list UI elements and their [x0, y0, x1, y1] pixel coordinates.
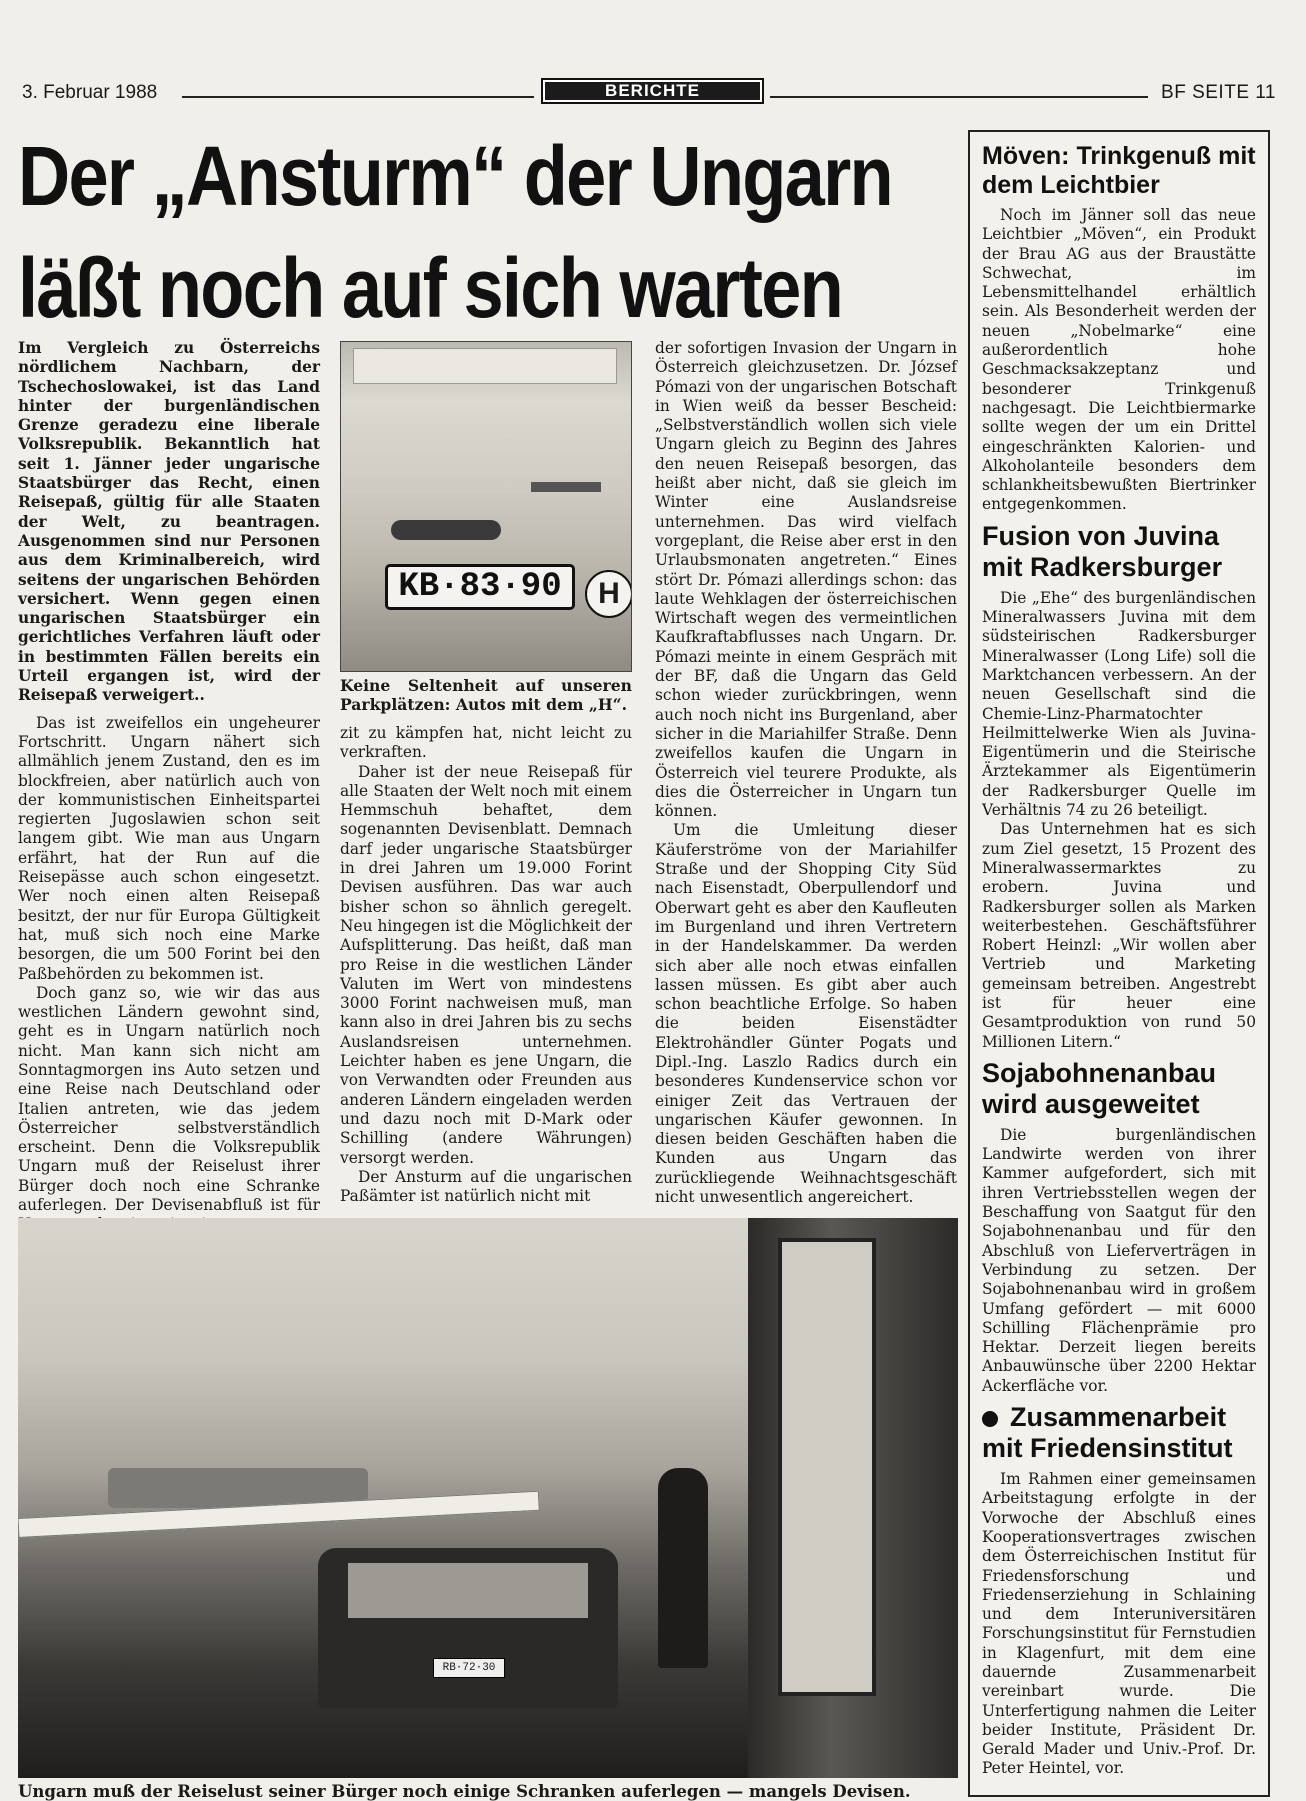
photo-car-with-h-sticker — [340, 341, 632, 672]
article-paragraph: Doch ganz so, wie wir das aus westlichen Ländern gewohnt sind, geht es in Ungarn natürlich noch nicht. Man kann sich nicht am Sonntagmorgen ins Auto setzen und eine Reise nach Deutschland oder Italien antreten, wie das jedem Österreicher selbstverständlich erscheint. Denn die Volksrepublik Ungarn muß der Reiselust ihrer Bürger doch noch eine Schranke auferlegen. Der Devisenabfluß ist für — [18, 983, 320, 1215]
article-column-3 — [655, 339, 957, 1207]
photo-caption-large: Ungarn muß der Reiselust seiner Bürger noch einige Schranken auferlegen — mangels Devisen. — [18, 1782, 911, 1801]
header-rule-right — [770, 96, 1148, 98]
country-sticker: H — [585, 570, 632, 618]
bullet-icon — [982, 1411, 998, 1427]
sidebar-heading: Sojabohnenanbau wird ausgeweitet — [982, 1057, 1217, 1119]
car-emblem — [531, 482, 601, 492]
headline-line-2: läßt noch auf sich warten — [18, 241, 843, 335]
sidebar-article — [982, 142, 1256, 515]
section-badge — [541, 78, 764, 104]
sidebar-text: Die „Ehe“ des burgenländischen Mineralwassers Juvina mit dem südsteirischen Radkersburger Mineralwasser (Long Life) soll die Marktchancen verbessern. An der neuen Gesellschaft sind die Chemie-Linz-Pharmatochter Heilmittelwerke Wien als Juvina-Eigentümerin und die Steirische Ärztekammer als Eigentümerin der Radkersburger Quelle im Verhältnis 74 zu 26 beteiligt. — [982, 588, 1256, 820]
article-paragraph: Das ist zweifellos ein ungeheurer Fortschritt. Ungarn nähert sich allmählich jenem Zustand, den es im blockfreien, aber natürlich auch von der kommunistischen Einheitspartei regierten Jugoslawien schon seit langem gibt. Wie man aus Ungarn erfährt, hat der Run auf die Reisepässe auch schon eingesetzt. Wer noch einen alten Reisepaß besitzt, der nur für Europa Gültigkeit hat, muß sich noch eine Marke besorgen, die um 500 Forint bei den Paßbehörden zu bekommen ist. — [18, 713, 320, 983]
article-paragraph: Um die Umleitung dieser Käuferströme von der Mariahilfer Straße und der Shopping City Süd nach Eisenstadt, Oberpullendorf und Oberwart geht es aber den Kaufleuten im Burgenland und ihren Vertretern in der Handelskammer. Da werden sich aber alle noch etwas einfallen lassen müssen. Es gibt aber auch schon beachtliche Erfolge. So haben die beiden Eisenstädter Elektrohändler Günter Pogats und Dipl.-Ing. Laszlo Radics durch ein besonderes Kundenservice schon vor einiger Zeit das Vertrauen der ungarischen Käufer gewonnen. In diesen beiden Geschäften haben die Kunden aus Ungarn das zurückliegende Weihnachtsgeschäft nicht unwesentlich angereichert. — [655, 821, 957, 1207]
car-windshield — [348, 1563, 588, 1618]
license-plate: KB·83·90 — [385, 564, 575, 610]
car-license-plate: RB·72·30 — [433, 1658, 505, 1678]
photo-border-crossing — [18, 1218, 958, 1778]
article-paragraph: zit zu kämpfen hat, nicht leicht zu verkraften. — [340, 724, 632, 762]
border-guard — [658, 1468, 708, 1668]
sidebar-text: Noch im Jänner soll das neue Leichtbier „Möven“, ein Produkt der Brau AG aus der Braustätte Schwechat, im Lebensmittelhandel erhältlich sein. Als Besonderheit werden der neuen „Nobelmarke“ eine außerordentlich hohe Geschmacksakzeptanz und besonderer Trinkgenuß nachgesagt. Die Leichtbiermarke sollte wegen der um ein Drittel eingeschränkten Kalorien- und Alkoholanteile besonders dem schlankheitsbewußten Biertrinker entgegenkommen. — [982, 206, 1256, 514]
sidebar-heading: Möven: Trinkgenuß mit dem Leichtbier — [982, 142, 1256, 199]
sidebar-text: Die burgenländischen Landwirte werden von ihrer Kammer aufgefordert, sich mit ihren Vertriebsstellen wegen der Beschaffung von Saatgut für den Sojabohnenanbau und für den Abschluß von Lieferverträgen in Verbindung zu setzen. Der Sojabohnenanbau wird in großem Umfang gefördert — mit 6000 Schilling Flächenprämie pro Hektar. Derzeit liegen bereits Anbauwünsche über 2200 Hektar Ackerfläche vor. — [982, 1125, 1256, 1395]
sidebar-heading-text: Zusammenarbeit mit Friedensinstitut — [982, 1402, 1233, 1464]
sidebar-heading-with-bullet — [982, 1402, 1256, 1464]
sidebar-text: Das Unternehmen hat es sich zum Ziel gesetzt, 15 Prozent des Mineralwassermarktes zu erobern. Juvina und Radkersburger sollen als Marken weiterbestehen. Geschäftsführer Robert Heinzl: „Wir wollen aber Vertrieb und Marketing gemeinsam betreiben. Angestrebt ist für heuer eine Gesamtproduktion von rund 50 Millionen Litern.“ — [982, 820, 1256, 1051]
news-sidebar — [968, 130, 1270, 1797]
article-column-1 — [18, 339, 320, 1254]
sidebar-text: Im Rahmen einer gemeinsamen Arbeitstagung erfolgte in der Vorwoche der Abschluß eines Kooperationsvertrages zwischen dem Österreichischen Institut für Friedensforschung und Friedenserziehung in Schlaining und dem Interuniversitären Forschungsinstitut für Fernstudien in Klagenfurt, mit dem eine dauernde Zusammenarbeit vereinbart wurde. Die Unterfertigung nahmen die Leiter beider Institute, Präsident Dr. Gerald Mader und Univ.-Prof. Dr. Peter Heintel, vor. — [982, 1470, 1256, 1778]
headline — [18, 120, 892, 344]
article-lead: Im Vergleich zu Österreichs nördlichem Nachbarn, der Tschechoslowakei, ist das Land hinter der burgenländischen Grenze geradezu eine liberale Volksrepublik. Bekanntlich hat seit 1. Jänner jeder ungarische Staatsbürger das Recht, einen Reisepaß, gültig für alle Staaten der Welt, zu beantragen. Ausgenommen sind nur Personen aus dem Kriminalbereich, wird seitens der ungarischen Behörden versichert. Wenn gegen einen ungarischen Staatsbürger ein gerichtliches Verfahren läuft oder in bestimmten Fällen bereits ein Urteil ergangen ist, wird der Reisepaß verweigert.. — [18, 339, 320, 705]
windshield-strip — [353, 348, 617, 384]
article-paragraph: Der Ansturm auf die ungarischen Paßämter ist natürlich nicht mit — [340, 1167, 632, 1206]
section-label: BERICHTE — [545, 82, 760, 100]
article-column-2 — [340, 724, 632, 1206]
trunk-handle — [391, 520, 501, 540]
photo-caption: Keine Seltenheit auf unseren Parkplätzen: Autos mit dem „H“. — [340, 676, 632, 714]
article-paragraph: der sofortigen Invasion der Ungarn in Österreich gleichzusetzen. Dr. József Pómazi von der ungarischen Botschaft in Wien weiß da besser Bescheid: „Selbstverständlich wollen sich viele Ungarn gleich zu Beginn des Jahres den neuen Reisepaß besorgen, das heißt aber nicht, daß sie gleich im Winter eine Auslandsreise unternehmen. Das wird vielfach vorgeplant, die Reise aber erst in den Urlaubsmonaten angetreten.“ Eines stört Dr. Pómazi allerdings schon: das laute Wehklagen der österreichischen Wirtschaft wegen des vermeintlichen Kaufkraftabflusses nach Ungarn. Dr. Pómazi meinte in einem Gespräch mit der BF, daß die Ungarn das Geld schon wieder zurückbringen, wenn auch noch nicht ins Burgenland, aber sicher in die Mariahilfer Straße. Denn zweifellos kaufen die Ungarn in Österreich viel teurere Produkte, als dies die Österreicher in Ungarn tun können. — [655, 339, 957, 821]
issue-date: 3. Februar 1988 — [22, 82, 158, 103]
sidebar-heading: Fusion von Juvina mit Radkersburger — [982, 520, 1223, 582]
sidebar-article — [982, 1402, 1256, 1779]
headline-line-1: Der „Ansturm“ der Ungarn — [18, 129, 892, 223]
article-paragraph: Daher ist der neue Reisepaß für alle Staaten der Welt noch mit einem Hemmschuh behaftet, dem sogenannten Devisenblatt. Demnach darf jeder ungarische Staatsbürger in drei Jahren um 19.000 Forint Devisen ausführen. Das war auch bisher schon so ähnlich geregelt. Neu hingegen ist die Möglichkeit der Aufsplitterung. Das heißt, daß man pro Reise in die westlichen Länder Valuten im Wert von mindestens 3000 Forint nachweisen muß, man kann also in drei Jahren bis zu sechs Auslandsreisen unternehmen. Leichter haben es jene Ungarn, die von Verwandten oder Freunden aus anderen Ländern eingeladen werden und dazu noch mit D-Mark oder Schilling (andere Währungen) versorgt werden. — [340, 762, 632, 1167]
page-number: BF SEITE 11 — [1161, 82, 1276, 103]
booth-door — [778, 1238, 876, 1696]
header-rule-left — [182, 96, 534, 98]
sidebar-article — [982, 521, 1256, 1052]
sidebar-article — [982, 1058, 1256, 1396]
